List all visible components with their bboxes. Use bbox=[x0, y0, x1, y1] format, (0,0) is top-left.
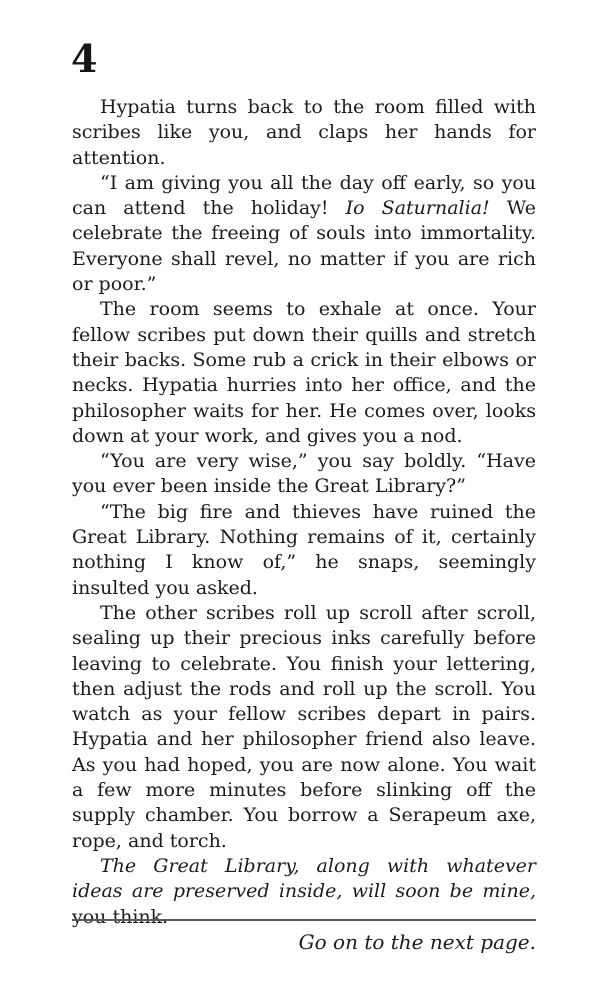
text-segment: “I am giving you all the day off early, so you can attend the holiday! bbox=[72, 171, 536, 220]
page-number: 4 bbox=[71, 36, 98, 81]
paragraph bbox=[72, 500, 536, 601]
italic-text-segment: The Great Library, along with whatever ideas are preserved inside, will soon be mine, bbox=[72, 854, 536, 903]
text-segment: The other scribes roll up scroll after scroll, sealing up their precious inks carefully before leaving to celebrate. You finish your lettering, then adjust the rods and roll up the scroll. You watch as your fellow scribes depart in pairs. Hypatia and her philosopher friend also leave. As you had hoped, you are now alone. You wait a few more minutes before slinking off the supply chamber. You borrow a Serapeum axe, rope, and torch. bbox=[72, 601, 536, 852]
text-segment: We celebrate the freeing of souls into immortality. Everyone shall revel, no matter if you are rich or poor.” bbox=[72, 197, 536, 296]
paragraph bbox=[72, 449, 536, 500]
text-segment: The room seems to exhale at once. Your fellow scribes put down their quills and stretch their backs. Some rub a crick in their elbows or necks. Hypatia hurries into her office, and the philosopher waits for her. He comes over, looks down at your work, and gives you a nod. bbox=[72, 298, 536, 447]
text-segment: “The big fire and thieves have ruined the Great Library. Nothing remains of it, certainly nothing I know of,” he snaps, seemingly insulted you asked. bbox=[72, 500, 536, 599]
text-segment: Hypatia turns back to the room filled with scribes like you, and claps her hands for attention. bbox=[72, 96, 536, 169]
story-text bbox=[72, 95, 536, 930]
paragraph bbox=[72, 171, 536, 297]
footer-divider bbox=[72, 919, 536, 921]
text-segment: “You are very wise,” you say boldly. “Have you ever been inside the Great Library?” bbox=[72, 450, 536, 498]
text-segment: you think. bbox=[72, 905, 169, 928]
paragraph bbox=[72, 297, 536, 449]
italic-text-segment: Io Saturnalia! bbox=[345, 197, 490, 220]
paragraph bbox=[72, 95, 536, 171]
next-page-instruction: Go on to the next page. bbox=[298, 930, 536, 954]
paragraph bbox=[72, 601, 536, 854]
